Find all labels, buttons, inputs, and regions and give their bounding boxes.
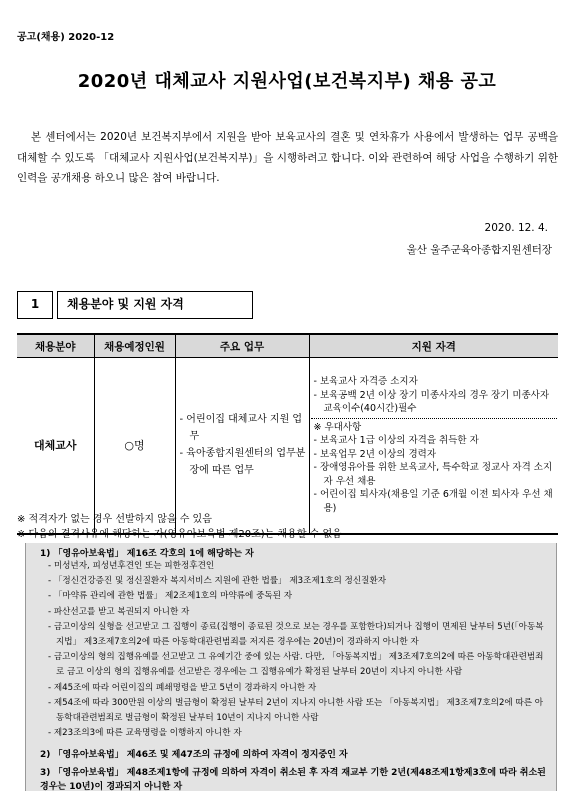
preference-item: - 장애영유아를 위한 보육교사, 특수학교 정교사 자격 소지자 우선 채용	[313, 462, 553, 487]
list-item: - 제23조의3에 따른 교육명령을 이행하지 아니한 자	[48, 728, 242, 739]
preference-heading: ※ 우대사항	[313, 421, 362, 433]
duty-item: - 어린이집 대체교사 지원 업무	[179, 414, 303, 443]
field-cell: 대체교사	[33, 439, 77, 453]
qualification-item: - 보육공백 2년 이상 장기 미종사자의 경우 장기 미종사자 교육이수(40시간)필수	[313, 389, 550, 415]
recruitment-table	[17, 333, 558, 535]
preference-item: - 보육교사 1급 이상의 자격을 취득한 자	[313, 435, 479, 447]
list-item: - 미성년자, 피성년후견인 또는 피한정후견인	[48, 561, 215, 571]
preference-item: - 어린이집 퇴사자(채용일 기준 6개월 이전 퇴사자 우선 채용)	[313, 489, 553, 514]
organization-name: 울산 울주군육아종합지원센터장	[406, 244, 552, 256]
qualifications-cell	[309, 358, 558, 534]
note-item: ※ 적격자가 없는 경우 선발하지 않을 수 있음	[17, 514, 212, 525]
header-field: 채용분야	[17, 334, 94, 358]
disqualification-heading-3: 3) 「영유아보육법」 제48조제1항에 규정에 의하여 자격이 취소된 후 자격 재교부 기한 2년(제48조제1항제3호에 따라 취소된 경우는 10년)이 경과되지 아니한 자	[40, 768, 546, 793]
list-item: - 제54조에 따라 300만원 이상의 벌금형이 확정된 날부터 2년이 지나지 아니한 사람 또는 「아동복지법」 제3조제7호의2에 따른 아동학대관련범죄로 벌금형이 확정된 날부터 10년이 지나지 아니한 사람	[48, 697, 544, 724]
list-item: - 파산선고를 받고 복권되지 아니한 자	[48, 606, 190, 617]
disqualification-list	[26, 559, 556, 741]
qualification-item: - 보육교사 자격증 소지자	[313, 376, 418, 388]
note-item: ※ 다음의 결격사유에 해당하는 자(영유아보육법 제20조)는 채용할 수 없음	[17, 529, 342, 540]
intro-paragraph: 본 센터에서는 2020년 보건복지부에서 지원을 받아 보육교사의 결혼 및 연차휴가 사용에서 발생하는 업무 공백을 대체할 수 있도록 「대체교사 지원사업(보건복지부)」을 시행하려고 합니다. 이와 관련하여 해당 사업을 수행하기 위한 인력을 공개채용 하오니 많은 참여 바랍니다.	[17, 131, 558, 184]
list-item: - 「마약류 관리에 관한 법률」 제2조제1호의 마약류에 중독된 자	[48, 591, 293, 602]
disqualification-box	[25, 543, 557, 791]
page-title: 2020년 대체교사 지원사업(보건복지부) 채용 공고	[77, 71, 497, 92]
notice-number: 공고(채용) 2020-12	[17, 32, 115, 43]
notes	[17, 512, 342, 542]
table-row	[17, 358, 558, 534]
section-title: 채용분야 및 지원 자격	[57, 291, 253, 319]
list-item: - 금고이상의 실형을 선고받고 그 집행이 종료(집행이 종료된 것으로 보는 경우를 포함한다)되거나 집행이 면제된 날부터 5년(「아동복지법」 제3조제7호의2에 따른 아동학대관련범죄를 저지른 경우에는 20년)이 경과하지 아니한 자	[48, 621, 544, 648]
header-duties: 주요 업무	[175, 334, 309, 358]
duty-item: - 육아종합지원센터의 업무분장에 따른 업무	[179, 448, 306, 477]
disqualification-heading-1: 1) 「영유아보육법」 제16조 각호의 1에 해당하는 자	[40, 549, 254, 559]
duties-cell	[175, 358, 309, 534]
header-count: 채용예정인원	[94, 334, 175, 358]
header-qualifications: 지원 자격	[309, 334, 558, 358]
disqualification-heading-2: 2) 「영유아보육법」 제46조 및 제47조의 규정에 의하여 자격이 정지중인 자	[40, 750, 348, 761]
section-number: 1	[17, 291, 53, 319]
list-item: - 금고이상의 형의 집행유예를 선고받고 그 유예기간 중에 있는 사람. 다만, 「아동복지법」 제3조제7호의2에 따른 아동학대관련범죄로 금고 이상의 형의 집행유예를 선고받은 경우에는 그 집행유예가 확정된 날부터 20년이 지나지 아니한 사람	[48, 652, 544, 678]
preference-item: - 보육업무 2년 이상의 경력자	[313, 448, 436, 460]
divider	[311, 418, 558, 419]
list-item: - 제45조에 따라 어린이집의 폐쇄명령을 받고 5년이 경과하지 아니한 자	[48, 682, 317, 693]
notice-date: 2020. 12. 4.	[484, 222, 548, 234]
count-cell: ○명	[94, 358, 175, 534]
list-item: - 「정신건강증진 및 정신질환자 복지서비스 지원에 관한 법률」 제3조제1호의 정신질환자	[48, 576, 387, 587]
